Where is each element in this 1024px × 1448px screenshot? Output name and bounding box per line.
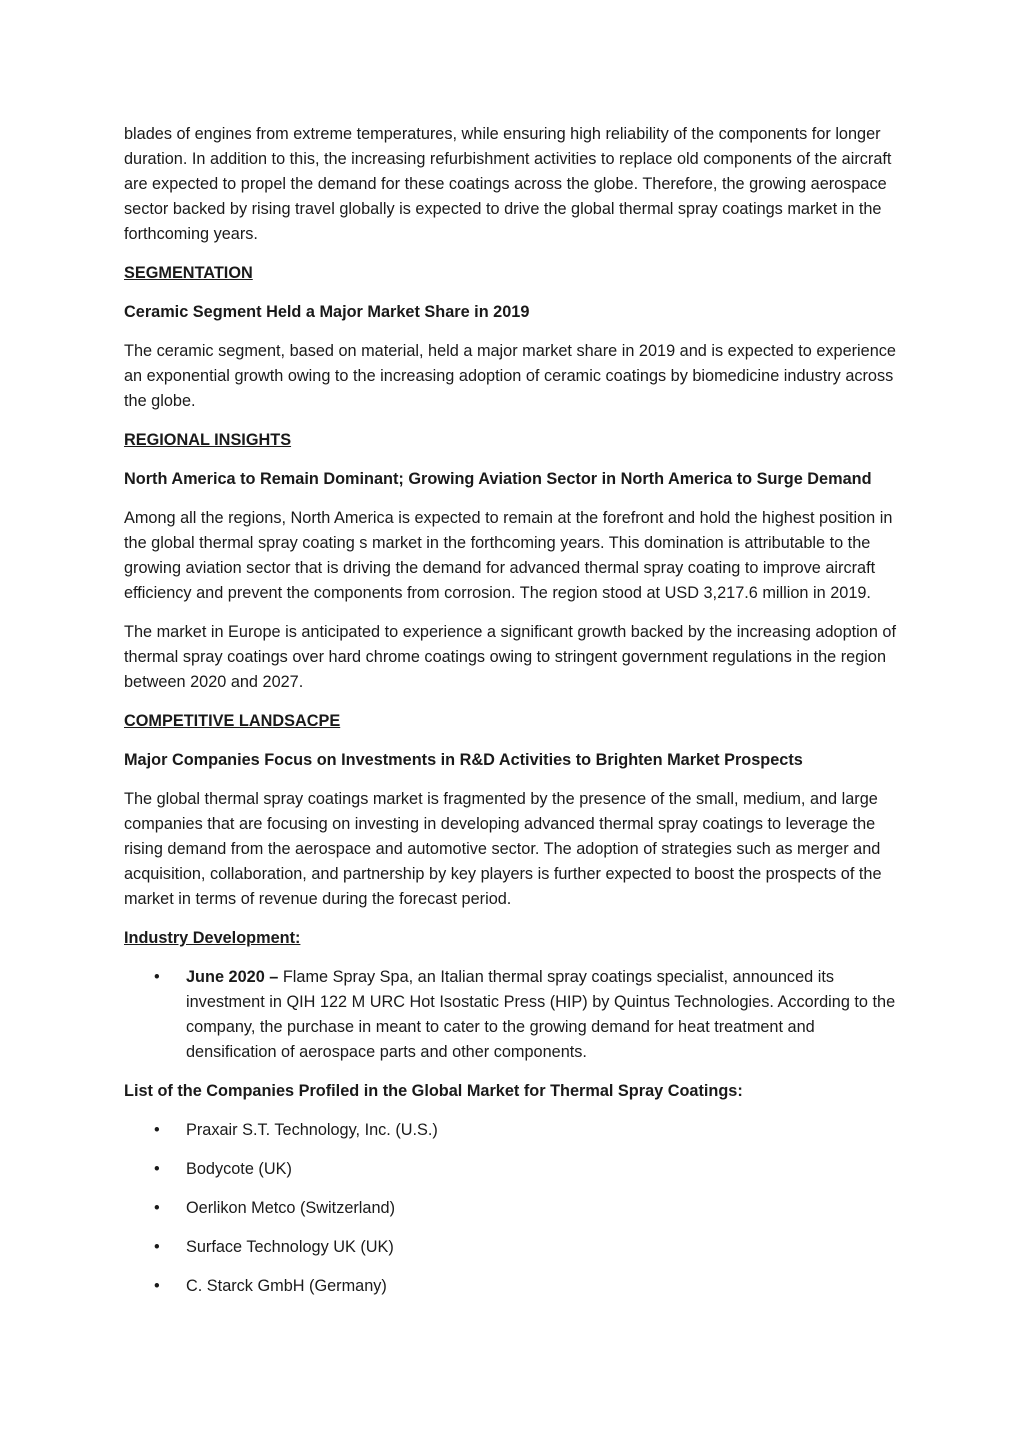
regional-body-north-america: Among all the regions, North America is expected to remain at the forefront and hold the highest position in the global thermal spray coating s market in the forthcoming years. This domination is attributable to the growing aviation sector that is driving the demand for advanced thermal spray coating to improve aircraft efficiency and prevent the components from corrosion. The region stood at USD 3,217.6 million in 2019. bbox=[124, 509, 893, 602]
regional-subheading: North America to Remain Dominant; Growing Aviation Sector in North America to Surge Demand bbox=[124, 470, 872, 488]
bullet-icon: • bbox=[154, 968, 160, 986]
competitive-heading: COMPETITIVE LANDSACPE bbox=[124, 712, 341, 730]
company-name: C. Starck GmbH (Germany) bbox=[186, 1277, 387, 1295]
segmentation-subheading: Ceramic Segment Held a Major Market Share in 2019 bbox=[124, 303, 530, 321]
competitive-subheading: Major Companies Focus on Investments in R&D Activities to Brighten Market Prospects bbox=[124, 751, 803, 769]
industry-development-list bbox=[124, 965, 900, 1065]
list-item bbox=[124, 965, 900, 1065]
list-item bbox=[124, 1118, 900, 1143]
development-date: June 2020 – bbox=[186, 968, 279, 986]
bullet-icon: • bbox=[154, 1277, 160, 1295]
regional-body-europe: The market in Europe is anticipated to experience a significant growth backed by the increasing adoption of thermal spray coatings over hard chrome coatings owing to stringent government regulations in the region between 2020 and 2027. bbox=[124, 623, 897, 691]
companies-list bbox=[124, 1118, 900, 1299]
competitive-body: The global thermal spray coatings market is fragmented by the presence of the small, medium, and large companies that are focusing on investing in developing advanced thermal spray coatings to leverage the rising demand from the aerospace and automotive sector. The adoption of strategies such as merger and acquisition, collaboration, and partnership by key players is further expected to boost the prospects of the market in terms of revenue during the forecast period. bbox=[124, 790, 882, 908]
list-item bbox=[124, 1157, 900, 1182]
document-page bbox=[124, 122, 900, 1313]
development-text: Flame Spray Spa, an Italian thermal spray coatings specialist, announced its investment in QIH 122 M URC Hot Isostatic Press (HIP) by Quintus Technologies. According to the company, the purchase in meant to cater to the growing demand for heat treatment and densification of aerospace parts and other components. bbox=[186, 968, 896, 1061]
company-name: Praxair S.T. Technology, Inc. (U.S.) bbox=[186, 1121, 438, 1139]
bullet-icon: • bbox=[154, 1238, 160, 1256]
list-item bbox=[124, 1196, 900, 1221]
bullet-icon: • bbox=[154, 1160, 160, 1178]
list-item bbox=[124, 1274, 900, 1299]
industry-development-heading: Industry Development: bbox=[124, 929, 301, 947]
segmentation-heading: SEGMENTATION bbox=[124, 264, 253, 282]
list-item bbox=[124, 1235, 900, 1260]
bullet-icon: • bbox=[154, 1199, 160, 1217]
regional-heading: REGIONAL INSIGHTS bbox=[124, 431, 292, 449]
segmentation-body: The ceramic segment, based on material, held a major market share in 2019 and is expected to experience an exponential growth owing to the increasing adoption of ceramic coatings by biomedicine industry across the globe. bbox=[124, 342, 896, 410]
company-name: Oerlikon Metco (Switzerland) bbox=[186, 1199, 396, 1217]
company-name: Bodycote (UK) bbox=[186, 1160, 292, 1178]
companies-heading: List of the Companies Profiled in the Global Market for Thermal Spray Coatings: bbox=[124, 1082, 743, 1100]
intro-paragraph: blades of engines from extreme temperatures, while ensuring high reliability of the components for longer duration. In addition to this, the increasing refurbishment activities to replace old components of the aircraft are expected to propel the demand for these coatings across the globe. Therefore, the growing aerospace sector backed by rising travel globally is expected to drive the global thermal spray coatings market in the forthcoming years. bbox=[124, 125, 892, 243]
bullet-icon: • bbox=[154, 1121, 160, 1139]
company-name: Surface Technology UK (UK) bbox=[186, 1238, 394, 1256]
